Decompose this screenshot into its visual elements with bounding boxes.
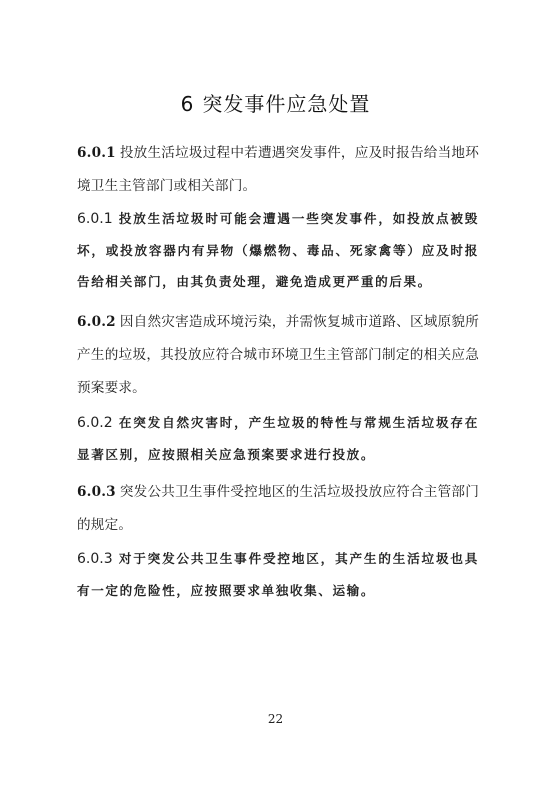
- clause-6-0-1: [77, 137, 479, 203]
- explanation-number: 6.0.1: [77, 211, 113, 227]
- explanation-6-0-3: [77, 543, 479, 606]
- explanation-number: 6.0.2: [77, 415, 113, 431]
- clause-number: 6.0.3: [77, 484, 116, 500]
- explanation-text: 投放生活垃圾时可能会遭遇一些突发事件，如投放点被毁坏，或投放容器内有异物（爆燃物、毒品、死家禽等）应及时报告给相关部门，由其负责处理，避免造成更严重的后果。: [77, 211, 479, 289]
- explanation-6-0-1: [77, 203, 479, 297]
- clause-text: 投放生活垃圾过程中若遭遇突发事件，应及时报告给当地环境卫生主管部门或相关部门。: [77, 145, 479, 194]
- chapter-heading: [0, 88, 551, 117]
- explanation-text: 对于突发公共卫生事件受控地区，其产生的生活垃圾也具有一定的危险性，应按照要求单独收集、运输。: [77, 551, 479, 598]
- clause-text: 突发公共卫生事件受控地区的生活垃圾投放应符合主管部门的规定。: [77, 484, 479, 533]
- explanation-6-0-2: [77, 407, 479, 470]
- clause-text: 因自然灾害造成环境污染，并需恢复城市道路、区域原貌所产生的垃圾，其投放应符合城市环境卫生主管部门制定的相关应急预案要求。: [77, 314, 479, 396]
- explanation-text: 在突发自然灾害时，产生垃圾的特性与常规生活垃圾存在显著区别，应按照相关应急预案要求进行投放。: [77, 415, 479, 462]
- clause-6-0-2: [77, 306, 479, 405]
- clause-number: 6.0.1: [77, 145, 116, 161]
- chapter-number: 6: [180, 92, 195, 116]
- clause-number: 6.0.2: [77, 314, 116, 330]
- clause-6-0-3: [77, 476, 479, 542]
- chapter-title-text: 突发事件应急处置: [202, 92, 371, 116]
- page-number: 22: [267, 712, 284, 726]
- explanation-number: 6.0.3: [77, 551, 113, 567]
